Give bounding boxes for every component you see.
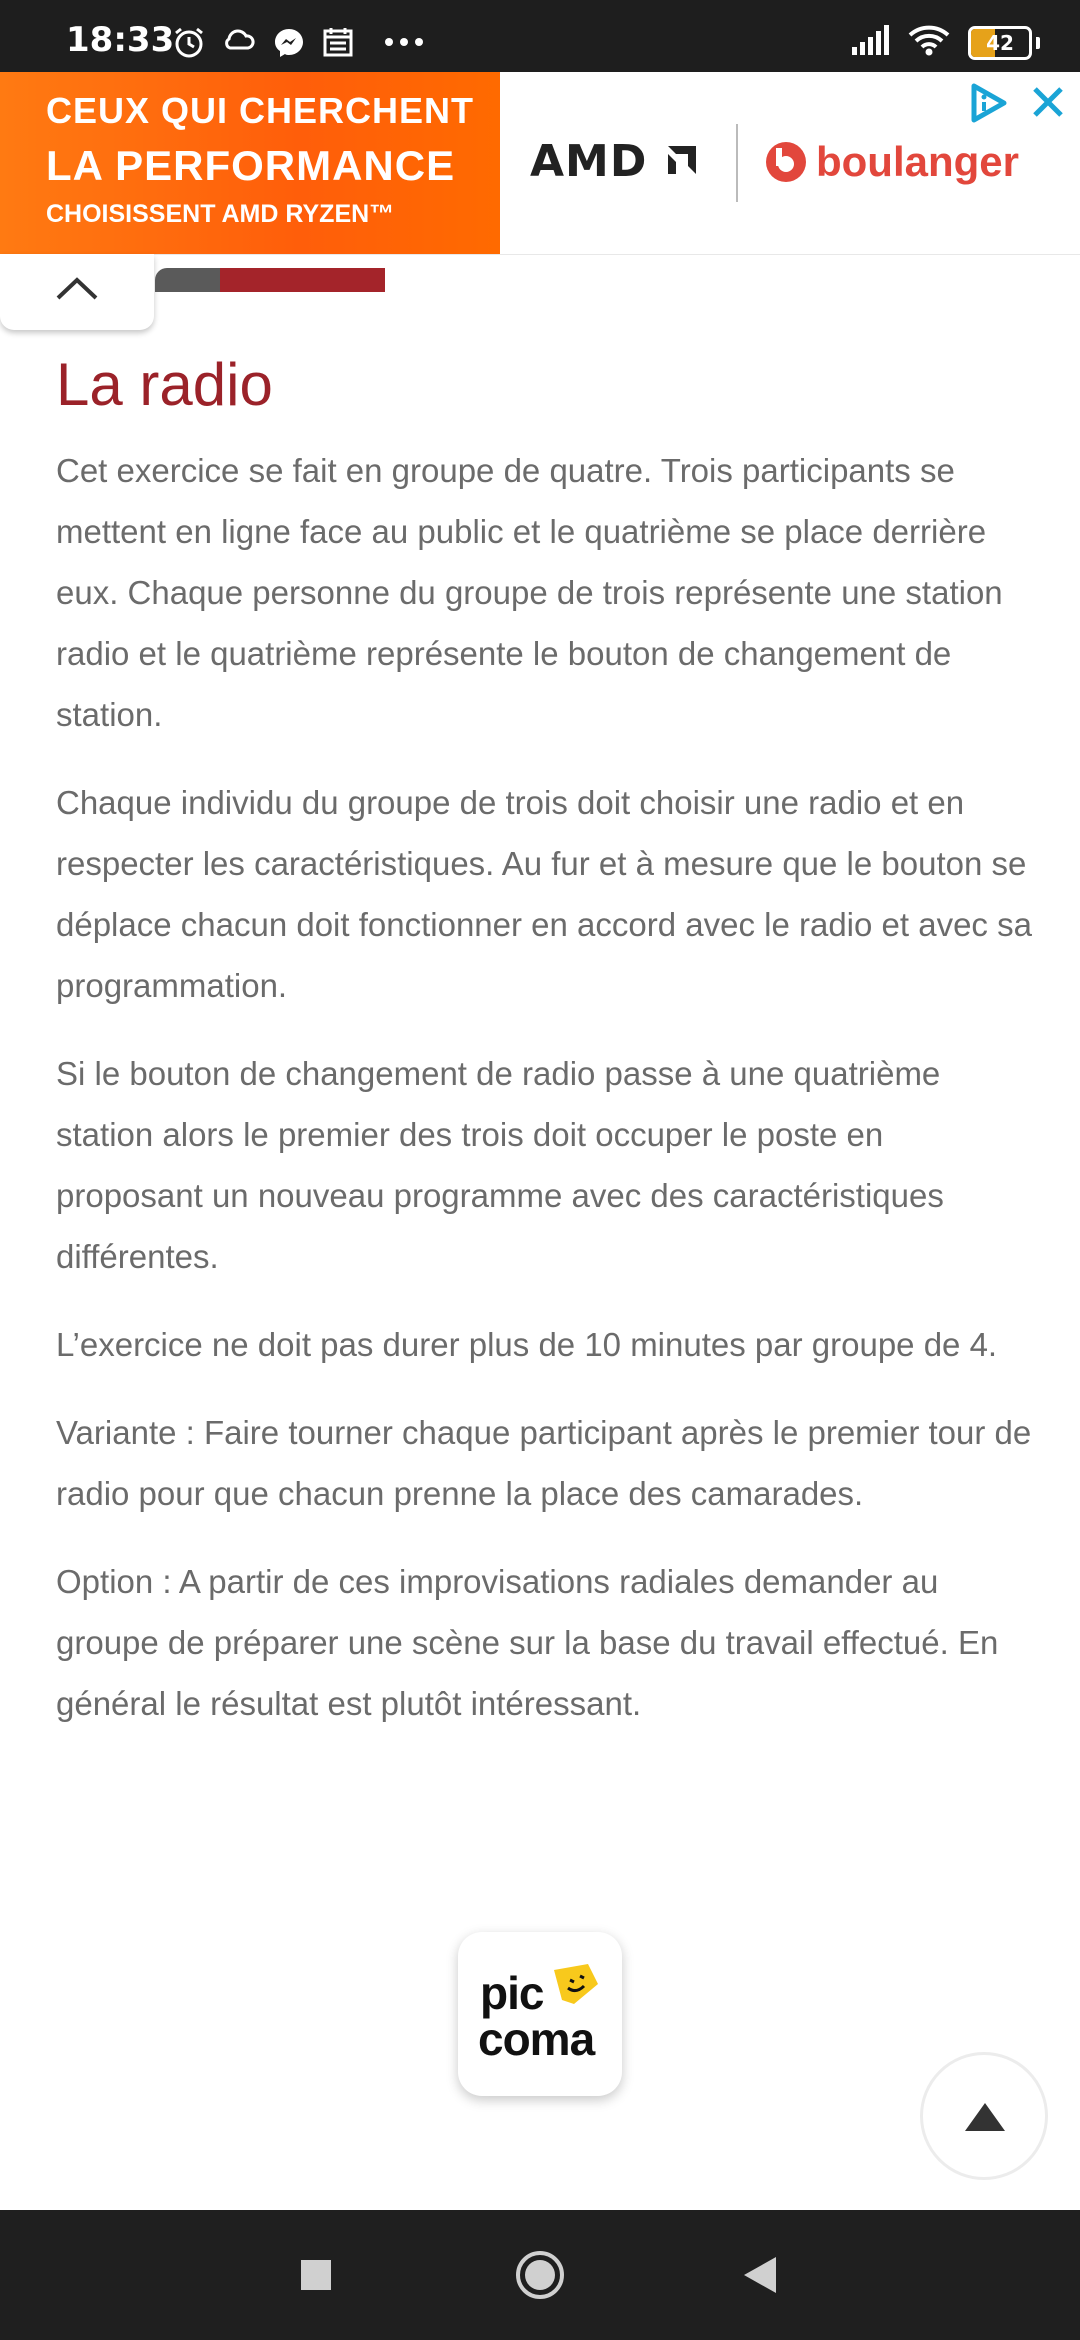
article-paragraph: Cet exercice se fait en groupe de quatre. Trois participants se mettent en ligne face au public et le quatrième se place derrière eux. Chaque personne du groupe de trois représente une station radio et le quatrième représente le bouton de changement de station. [56, 452, 1003, 733]
piccoma-logo-icon [544, 1960, 602, 2010]
ad-separator [736, 124, 738, 202]
article-paragraph: Si le bouton de changement de radio passe à une quatrième station alors le premier des trois doit occuper le poste en proposant un nouveau programme avec des caractéristiques différentes. [56, 1055, 944, 1275]
article-paragraph: Variante : Faire tourner chaque participant après le premier tour de radio pour que chacun prenne la place des camarades. [56, 1414, 1032, 1512]
chevron-up-icon [54, 274, 100, 304]
alarm-icon [172, 26, 206, 65]
collapse-ad-button[interactable] [0, 254, 154, 330]
amd-label: AMD [530, 136, 648, 187]
ad-brand-boulanger [764, 138, 1019, 186]
status-bar [0, 0, 1080, 72]
ad-line3: CHOISISSENT AMD RYZEN™ [46, 200, 395, 228]
amd-logo-icon [664, 142, 700, 178]
article-title: La radio [56, 351, 273, 418]
messenger-icon [272, 26, 306, 65]
wifi-icon [908, 24, 950, 61]
home-button[interactable] [480, 2210, 600, 2340]
cloud-icon [222, 26, 256, 61]
battery-level: 42 [986, 30, 1014, 55]
article-paragraph: Option : A partir de ces improvisations radiales demander au groupe de préparer une scène sur la base du travail effectué. En général le résultat est plutôt intéressant. [56, 1563, 999, 1722]
article-paragraph: L’exercice ne doit pas durer plus de 10 minutes par groupe de 4. [56, 1326, 998, 1363]
article [56, 330, 1036, 1761]
reading-progress-track [155, 268, 221, 292]
ad-brand-amd [530, 136, 700, 187]
calendar-icon [322, 26, 354, 63]
recents-button[interactable] [256, 2210, 376, 2340]
recents-square-icon [299, 2258, 333, 2292]
ad-promo[interactable] [0, 72, 500, 254]
arrow-up-icon [963, 2099, 1007, 2135]
signal-icon [850, 25, 890, 60]
ad-line1: CEUX QUI CHERCHENT [46, 90, 475, 131]
ad-banner[interactable] [0, 72, 1080, 255]
navigation-bar [0, 2210, 1080, 2340]
piccoma-app-badge[interactable] [458, 1932, 622, 2096]
more-icon [384, 34, 424, 52]
reading-progress-fill [220, 268, 385, 292]
piccoma-line1: pic [480, 1967, 544, 2019]
boulanger-label: boulanger [816, 138, 1020, 185]
scroll-to-top-button[interactable] [920, 2052, 1048, 2180]
battery-icon [968, 26, 1032, 60]
back-triangle-icon [742, 2255, 778, 2295]
adchoices-icon[interactable] [968, 82, 1010, 129]
back-button[interactable] [700, 2210, 820, 2340]
boulanger-logo-icon [764, 140, 808, 184]
ad-close-icon[interactable] [1030, 84, 1066, 125]
ad-line2: LA PERFORMANCE [46, 142, 456, 189]
home-circle-icon [514, 2249, 566, 2301]
status-time: 18:33 [66, 20, 175, 60]
battery-tip [1036, 37, 1040, 49]
article-paragraph: Chaque individu du groupe de trois doit choisir une radio et en respecter les caractéristiques. Au fur et à mesure que le bouton se déplace chacun doit fonctionner en accord avec le radio et avec sa programmation. [56, 784, 1032, 1004]
piccoma-line2: coma [478, 2013, 595, 2065]
